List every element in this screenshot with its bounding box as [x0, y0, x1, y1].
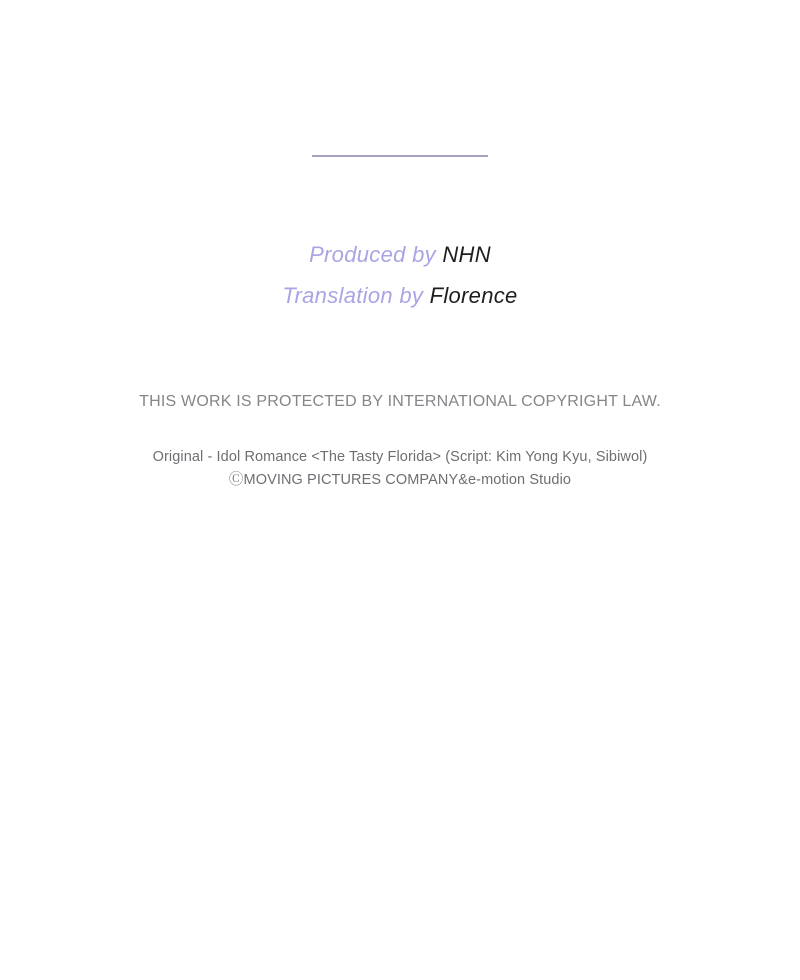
- translation-by-line: [0, 281, 800, 311]
- produced-by-line: [0, 240, 800, 270]
- produced-by-value: NHN: [442, 242, 491, 267]
- produced-by-label: Produced by: [309, 242, 436, 267]
- attribution-studio-line: ⒸMOVING PICTURES COMPANY&e-motion Studio: [228, 472, 572, 488]
- copyright-notice: THIS WORK IS PROTECTED BY INTERNATIONAL COPYRIGHT LAW.: [139, 393, 661, 410]
- translation-by-label: Translation by: [282, 283, 424, 308]
- translation-by-value: Florence: [429, 283, 518, 308]
- attribution-original-line: Original - Idol Romance <The Tasty Florida> (Script: Kim Yong Kyu, Sibiwol): [152, 449, 648, 465]
- top-divider: [312, 155, 488, 157]
- attribution-block: [0, 446, 800, 492]
